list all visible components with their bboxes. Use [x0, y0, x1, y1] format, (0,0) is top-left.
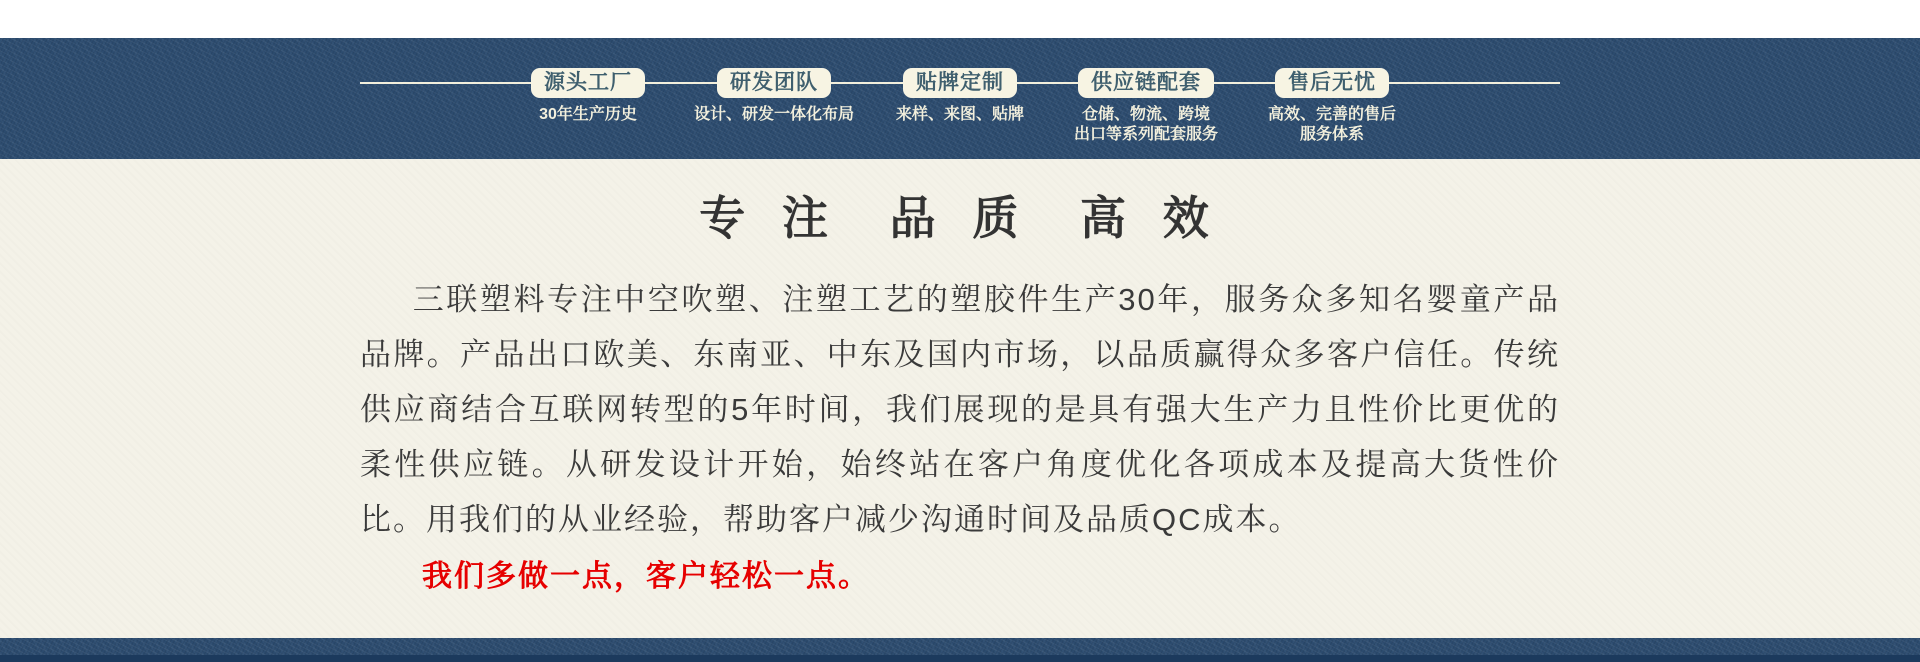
feature-badge-oem-customization: 贴牌定制 — [903, 68, 1017, 98]
feature-subtitle-line1: 30年生产历史 — [539, 106, 637, 123]
feature-subtitle-line1: 高效、完善的售后 — [1267, 106, 1396, 123]
bottom-band — [0, 638, 1920, 655]
feature-badge-supply-chain: 供应链配套 — [1078, 68, 1214, 98]
section-title: 专 注 品 质 高 效 — [699, 192, 1221, 244]
feature-item-oem-customization — [867, 68, 1053, 125]
feature-band-inner — [360, 38, 1560, 159]
top-white-strip — [0, 0, 1920, 38]
feature-subtitle-line2: 服务体系 — [1299, 126, 1364, 143]
bottom-dark-strip — [0, 655, 1920, 662]
feature-subtitle-after-sales — [1268, 105, 1396, 145]
feature-badge-rd-team: 研发团队 — [717, 68, 831, 98]
feature-row — [360, 38, 1560, 159]
feature-subtitle-line1: 设计、研发一体化布局 — [693, 106, 854, 123]
intro-paragraph: 三联塑料专注中空吹塑、注塑工艺的塑胶件生产30年，服务众多知名婴童产品品牌。产品出口欧美、东南亚、中东及国内市场，以品质赢得众多客户信任。传统供应商结合互联网转型的5年时间，我们展现的是具有强大生产力且性价比更优的柔性供应链。从研发设计开始，始终站在客户角度优化各项成本及提高大货性价比。用我们的从业经验，帮助客户减少沟通时间及品质QC成本。 — [360, 282, 1560, 537]
feature-item-supply-chain — [1053, 68, 1239, 145]
feature-subtitle-line1: 来样、来图、贴牌 — [895, 106, 1024, 123]
feature-badge-source-factory: 源头工厂 — [531, 68, 645, 98]
feature-subtitle-supply-chain — [1074, 105, 1218, 145]
feature-item-rd-team — [681, 68, 867, 125]
feature-item-source-factory — [495, 68, 681, 125]
feature-subtitle-line2: 出口等系列配套服务 — [1073, 126, 1218, 143]
feature-band — [0, 38, 1920, 159]
feature-subtitle-source-factory — [539, 105, 637, 125]
feature-badge-after-sales: 售后无忧 — [1275, 68, 1389, 98]
feature-subtitle-rd-team — [694, 105, 854, 125]
intro-section — [0, 159, 1920, 638]
feature-item-after-sales — [1239, 68, 1425, 145]
slogan-highlight: 我们多做一点，客户轻松一点。 — [422, 560, 870, 593]
feature-subtitle-oem-customization — [896, 105, 1024, 125]
feature-subtitle-line1: 仓储、物流、跨境 — [1081, 106, 1210, 123]
